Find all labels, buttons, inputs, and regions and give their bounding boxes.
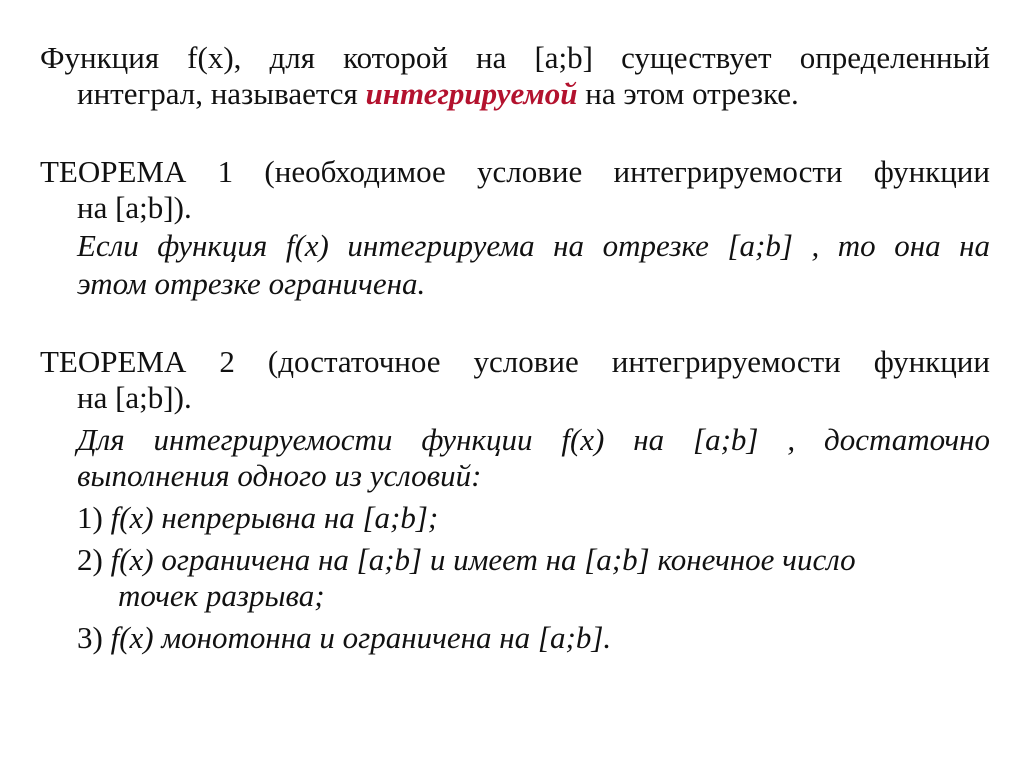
condition-3-number: 3) bbox=[77, 620, 103, 655]
condition-2-continuation: точек разрыва; bbox=[118, 578, 325, 613]
definition-line-1: Функция f(x), для которой на [a;b] существует определенный bbox=[40, 40, 990, 75]
condition-1-text: f(x) непрерывна на [a;b]; bbox=[110, 500, 439, 535]
condition-2-number: 2) bbox=[77, 542, 103, 577]
definition-text-before: интеграл, называется bbox=[77, 76, 358, 111]
condition-1 bbox=[77, 500, 990, 536]
definition-text-after: на этом отрезке. bbox=[585, 76, 799, 111]
condition-2 bbox=[77, 542, 990, 578]
integrable-term: интегрируемой bbox=[365, 76, 578, 111]
definition-line-2 bbox=[77, 76, 990, 112]
condition-1-number: 1) bbox=[77, 500, 103, 535]
theorem1-statement-line-2: этом отрезке ограничена. bbox=[77, 266, 426, 301]
condition-2-text: f(x) ограничена на [a;b] и имеет на [a;b] конечное число bbox=[110, 542, 856, 577]
theorem2-statement-line-2: выполнения одного из условий: bbox=[77, 458, 482, 493]
theorem2-statement-line-1: Для интегрируемости функции f(x) на [a;b] , достаточно bbox=[77, 422, 990, 457]
theorem2-heading-line-2: на [a;b]). bbox=[77, 380, 192, 415]
condition-3 bbox=[77, 620, 990, 656]
theorem1-heading-line-1: ТЕОРЕМА 1 (необходимое условие интегрируемости функции bbox=[40, 154, 990, 189]
theorem1-heading-line-2: на [a;b]). bbox=[77, 190, 192, 225]
theorem2-heading-line-1: ТЕОРЕМА 2 (достаточное условие интегрируемости функции bbox=[40, 344, 990, 379]
condition-3-text: f(x) монотонна и ограничена на [a;b]. bbox=[110, 620, 612, 655]
theorem1-statement-line-1: Если функция f(x) интегрируема на отрезке [a;b] , то она на bbox=[77, 228, 990, 263]
